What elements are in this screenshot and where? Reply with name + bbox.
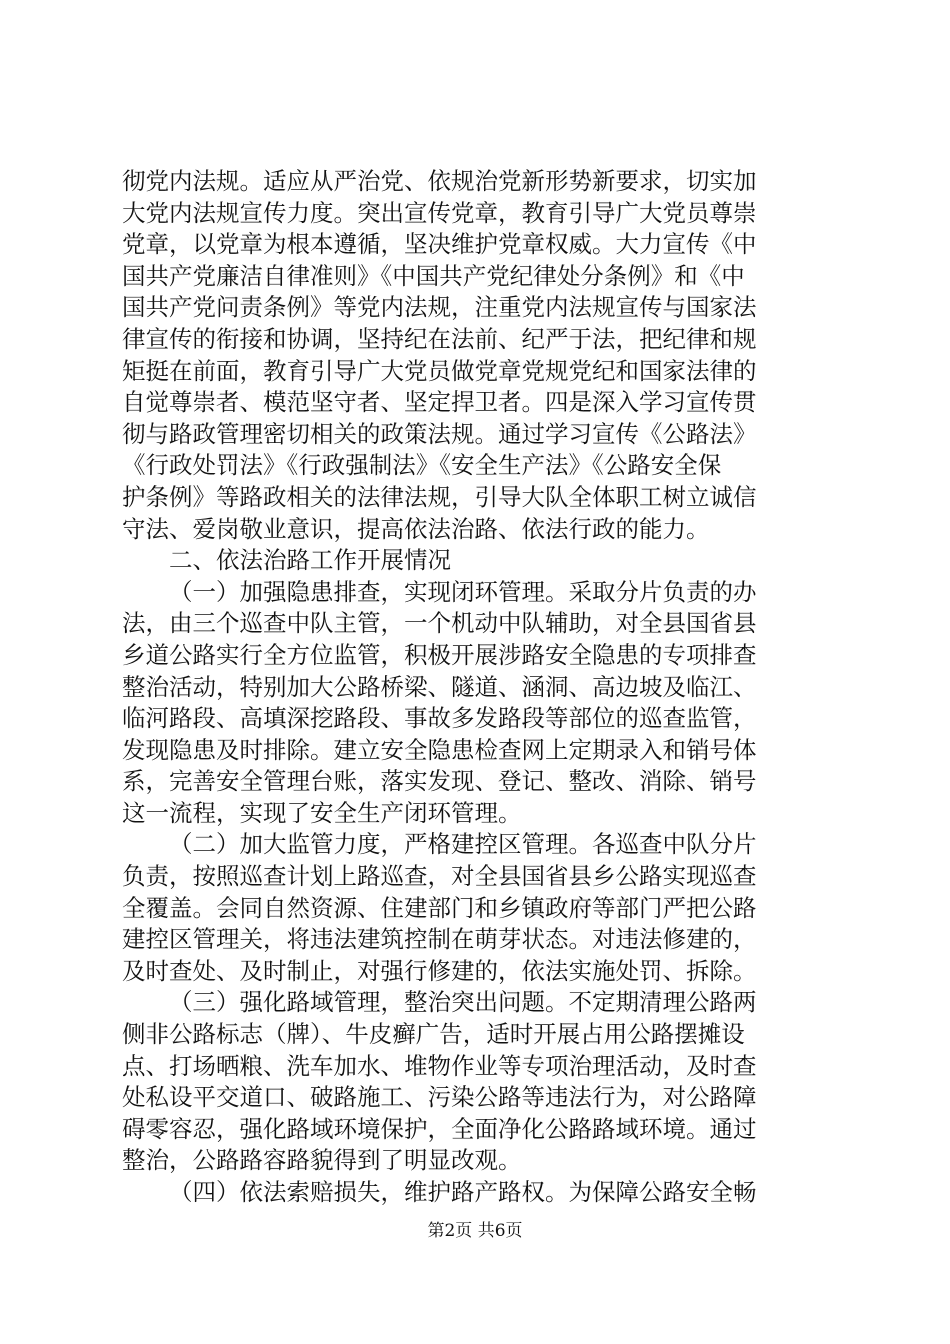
text-line: 负责，按照巡查计划上路巡查，对全县国省县乡公路实现巡查 <box>122 862 757 891</box>
text-line: 彻党内法规。适应从严治党、依规治党新形势新要求，切实加 <box>122 167 757 195</box>
text-line: 临河路段、高填深挖路段、事故多发路段等部位的巡查监管， <box>122 704 757 733</box>
text-line: 自觉尊崇者、模范坚守者、坚定捍卫者。四是深入学习宣传贯 <box>122 388 757 417</box>
text-line: 《行政处罚法》《行政强制法》《安全生产法》《公路安全保 <box>122 451 722 480</box>
page-footer: 第2页 共6页 <box>427 1221 523 1241</box>
text-line: （二）加大监管力度，严格建控区管理。各巡查中队分片 <box>169 830 757 859</box>
text-line: 党章，以党章为根本遵循，坚决维护党章权威。大力宣传《中 <box>122 230 757 259</box>
text-line: （三）强化路域管理，整治突出问题。不定期清理公路两 <box>169 988 757 1017</box>
text-line: 全覆盖。会同自然资源、住建部门和乡镇政府等部门严把公路 <box>122 893 757 922</box>
text-line: 彻与路政管理密切相关的政策法规。通过学习宣传《公路法》 <box>122 419 757 448</box>
text-line: 碍零容忍，强化路域环境保护，全面净化公路路域环境。通过 <box>122 1114 757 1143</box>
text-line: 法，由三个巡查中队主管，一个机动中队辅助，对全县国省县 <box>122 609 757 638</box>
text-line: 矩挺在前面，教育引导广大党员做党章党规党纪和国家法律的 <box>122 356 757 385</box>
text-line: 大党内法规宣传力度。突出宣传党章，教育引导广大党员尊崇 <box>122 198 757 227</box>
text-line: （一）加强隐患排查，实现闭环管理。采取分片负责的办 <box>169 577 757 606</box>
text-line: 发现隐患及时排除。建立安全隐患检查网上定期录入和销号体 <box>122 735 757 764</box>
text-line: 国共产党廉洁自律准则》《中国共产党纪律处分条例》和《中 <box>122 261 745 290</box>
text-line: 国共产党问责条例》等党内法规，注重党内法规宣传与国家法 <box>122 293 757 322</box>
text-line: 律宣传的衔接和协调，坚持纪在法前、纪严于法，把纪律和规 <box>122 324 757 353</box>
text-line: 系，完善安全管理台账，落实发现、登记、整改、消除、销号 <box>122 767 757 796</box>
text-line: 建控区管理关，将违法建筑控制在萌芽状态。对违法修建的， <box>122 925 757 954</box>
text-line: 整治，公路路容路貌得到了明显改观。 <box>122 1146 522 1175</box>
text-line: 乡道公路实行全方位监管，积极开展涉路安全隐患的专项排查 <box>122 640 757 669</box>
text-line: 侧非公路标志（牌）、牛皮癣广告，适时开展占用公路摆摊设 <box>122 1020 745 1049</box>
text-line: 整治活动，特别加大公路桥梁、隧道、涵洞、高边坡及临江、 <box>122 672 757 701</box>
text-line: 这一流程，实现了安全生产闭环管理。 <box>122 798 522 827</box>
text-line: （四）依法索赔损失，维护路产路权。为保障公路安全畅 <box>169 1178 757 1206</box>
text-line: 点、打场晒粮、洗车加水、堆物作业等专项治理活动，及时查 <box>122 1051 757 1080</box>
text-line: 守法、爱岗敬业意识，提高依法治路、依法行政的能力。 <box>122 514 710 543</box>
body-text <box>122 166 836 1209</box>
text-line: 护条例》等路政相关的法律法规，引导大队全体职工树立诚信 <box>122 482 757 511</box>
text-line: 处私设平交道口、破路施工、污染公路等违法行为，对公路障 <box>122 1083 757 1112</box>
text-line: 及时查处、及时制止，对强行修建的，依法实施处罚、拆除。 <box>122 956 757 985</box>
text-line: 二、依法治路工作开展情况 <box>169 546 451 575</box>
